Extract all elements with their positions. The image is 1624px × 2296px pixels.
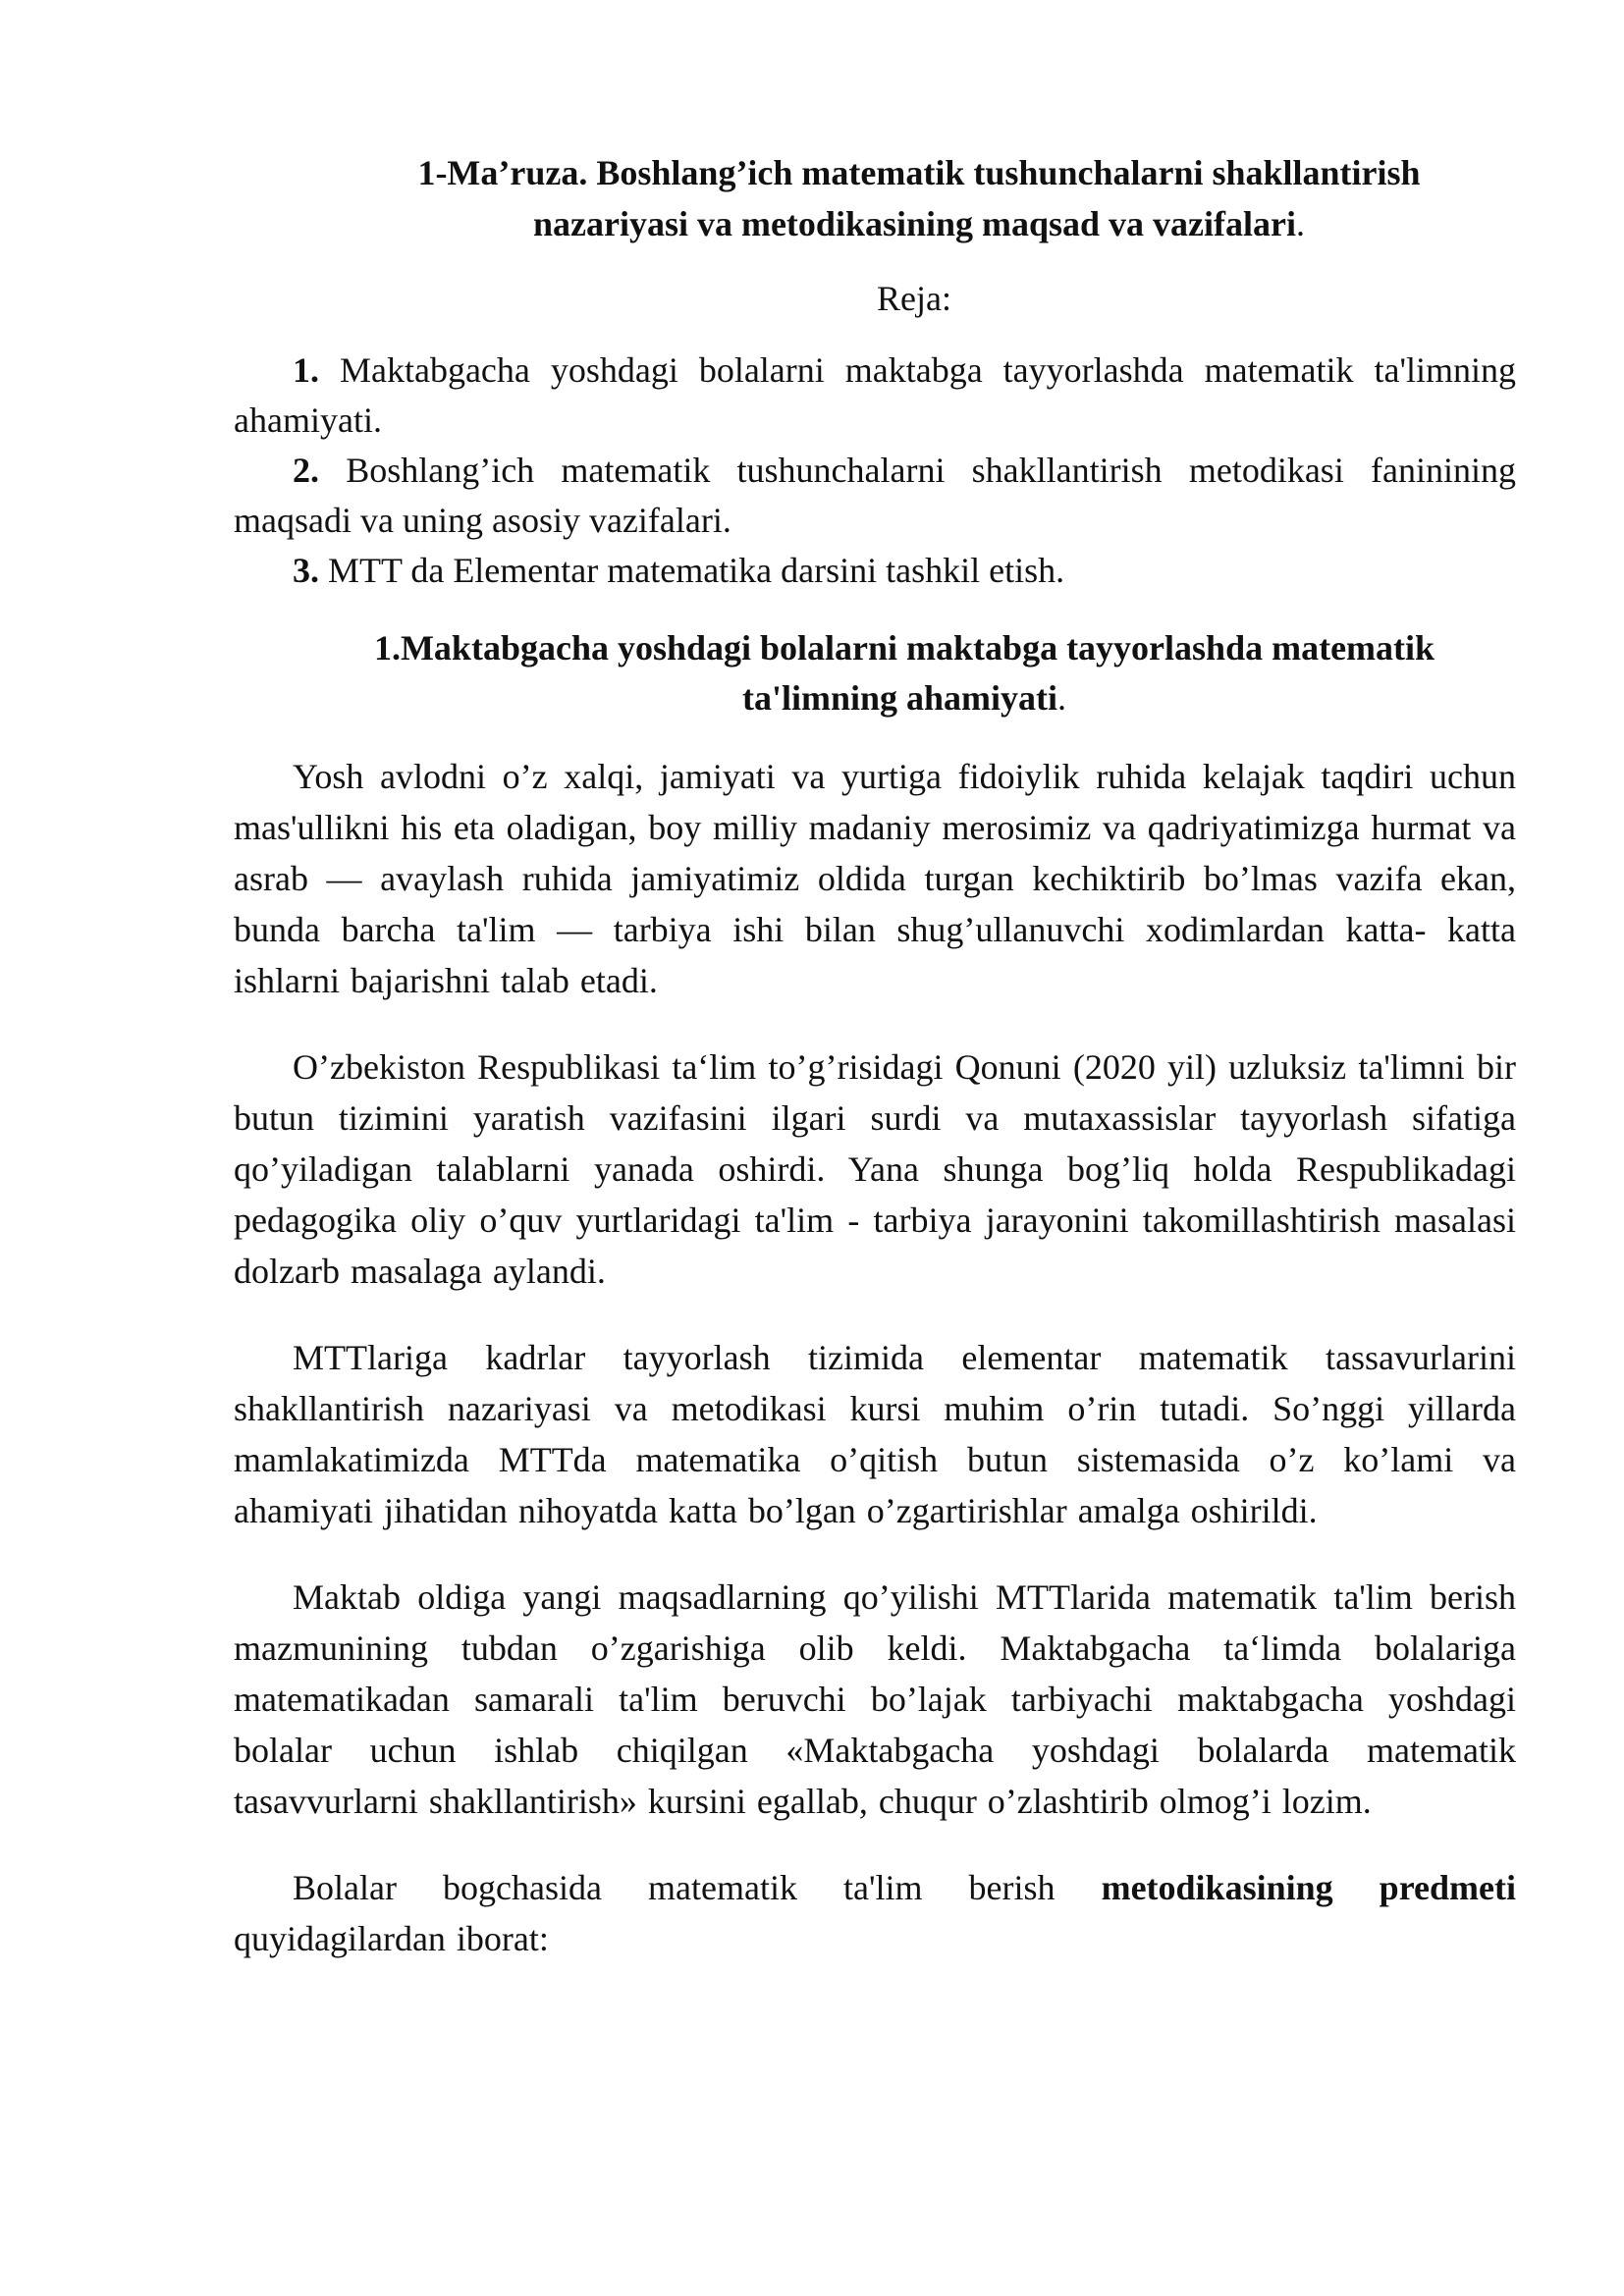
plan-item-text: MTT da Elementar matematika darsini tashkil etish. xyxy=(319,551,1065,590)
plan-item-1 xyxy=(234,346,1516,446)
section-1-heading-line-2 xyxy=(293,673,1516,723)
lecture-title-line-1: 1-Ma’ruza. Boshlang’ich matematik tushunchalarni shakllantirish xyxy=(417,153,1421,192)
plan-item-3 xyxy=(234,546,1516,596)
paragraph-5-text-start: Bolalar bogchasida matematik ta'lim berish xyxy=(293,1868,1102,1907)
plan-item-number: 2. xyxy=(293,451,319,490)
plan-list xyxy=(234,346,1516,596)
section-1-heading-line-1: 1.Maktabgacha yoshdagi bolalarni maktabga tayyorlashda matematik xyxy=(373,628,1435,667)
plan-label: Reja: xyxy=(877,279,951,318)
lecture-title-line-2 xyxy=(322,198,1516,249)
plan-item-number: 3. xyxy=(293,551,319,590)
section-1-heading-period: . xyxy=(1057,678,1067,718)
section-1-heading-line-2-text: ta'limning ahamiyati xyxy=(741,678,1058,718)
lecture-title-line-2-text: nazariyasi va metodikasining maqsad va vazifalari xyxy=(532,204,1297,243)
body-paragraph-2: O’zbekiston Respublikasi ta‘lim to’g’risidagi Qonuni (2020 yil) uzluksiz ta'limni bir butun tizimini yaratish vazifasini ilgari surdi va mutaxassislar tayyorlash sifatiga qo’yiladigan talablarni yanada oshirdi. Yana shunga bog’liq holda Respublikadagi pedagogika oliy o’quv yurtlaridagi ta'lim - tarbiya jarayonini takomillashtirish masalasi dolzarb masalaga aylandi. xyxy=(234,1047,1516,1291)
body-paragraph-5 xyxy=(234,1862,1516,1964)
plan-item-text: Maktabgacha yoshdagi bolalarni maktabga tayyorlashda matematik ta'limning ahamiyati. xyxy=(234,350,1516,440)
plan-item-text: Boshlang’ich matematik tushunchalarni shakllantirish metodikasi faninining maqsadi va uning asosiy vazifalari. xyxy=(234,451,1516,540)
document-page xyxy=(234,147,1516,2000)
lecture-title xyxy=(234,147,1516,249)
paragraph-5-text-end: quyidagilardan iborat: xyxy=(234,1919,549,1958)
section-1-heading xyxy=(234,623,1516,723)
body-paragraph-4: Maktab oldiga yangi maqsadlarning qo’yilishi MTTlarida matematik ta'lim berish mazmunining tubdan o’zgarishiga olib keldi. Maktabgacha ta‘limda bolalariga matematikadan samarali ta'lim beruvchi bo’lajak tarbiyachi maktabgacha yoshdagi bolalar uchun ishlab chiqilgan «Maktabgacha yoshdagi bolalarda matematik tasavvurlarni shakllantirish» kursini egallab, chuqur o’zlashtirib olmog’i lozim. xyxy=(234,1577,1516,1821)
plan-item-2 xyxy=(234,446,1516,546)
body-paragraph-3: MTTlariga kadrlar tayyorlash tizimida elementar matematik tassavurlarini shakllantirish nazariyasi va metodikasi kursi muhim o’rin tutadi. So’nggi yillarda mamlakatimizda MTTda matematika o’qitish butun sistemasida o’z ko’lami va ahamiyati jihatidan nihoyatda katta bo’lgan o’zgartirishlar amalga oshirildi. xyxy=(234,1338,1516,1530)
lecture-title-period: . xyxy=(1296,204,1306,243)
paragraph-5-bold-term: metodikasining predmeti xyxy=(1101,1868,1516,1907)
body-paragraph-1: Yosh avlodni o’z xalqi, jamiyati va yurtiga fidoiylik ruhida kelajak taqdiri uchun mas'ullikni his eta oladigan, boy milliy madaniy merosimiz va qadriyatimizga hurmat va asrab — avaylash ruhida jamiyatimiz oldida turgan kechiktirib bo’lmas vazifa ekan, bunda barcha ta'lim — tarbiya ishi bilan shug’ullanuvchi xodimlardan katta- katta ishlarni bajarishni talab etadi. xyxy=(234,757,1516,1000)
plan-item-number: 1. xyxy=(293,350,319,390)
